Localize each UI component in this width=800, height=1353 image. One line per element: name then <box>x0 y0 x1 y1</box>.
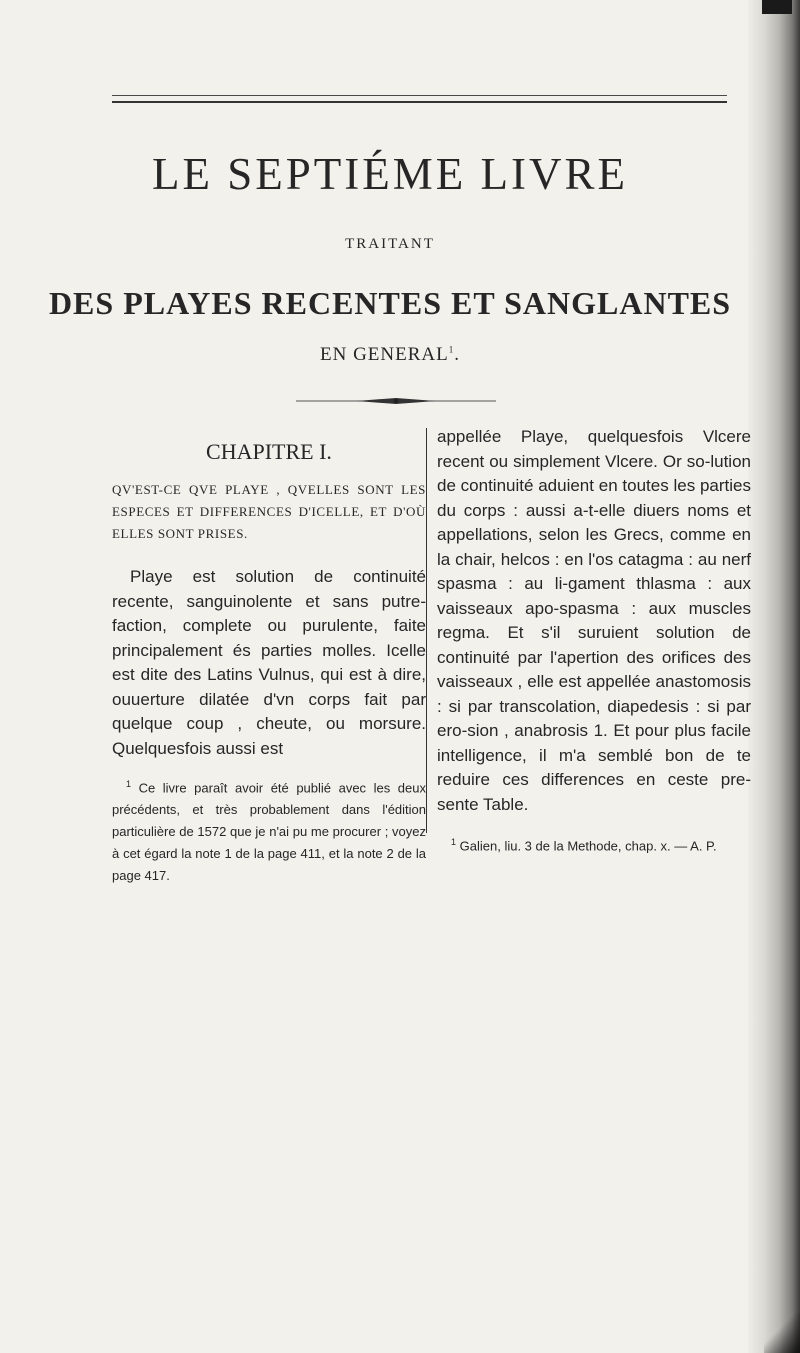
top-rule-thick <box>112 101 727 103</box>
left-footnote-mark: 1 <box>126 779 132 789</box>
left-body-text: Playe est solution de continuité recente, sanguinolente et sans putre-faction, complete ou purulente, faite principalement és parties molles. Icelle est dite des Latins Vulnus, qui est à dire, ouuerture dilatée d'vn corps fait par quelque coup , cheute, ou morsure. Quelquesfois aussi est <box>112 567 426 758</box>
chapter-subheading: QV'EST-CE QVE PLAYE , QVELLES SONT LES ESPECES ET DIFFERENCES D'ICELLE, ET D'OÙ ELLES SONT PRISES. <box>112 482 426 541</box>
right-column <box>437 425 751 857</box>
book-subtitle: TRAITANT <box>345 236 435 252</box>
left-footnote <box>112 773 426 887</box>
main-title: DES PLAYES RECENTES ET SANGLANTES <box>48 285 732 321</box>
right-body-text: appellée Playe, quelquesfois Vlcere recent ou simplement Vlcere. Or so-lution de continuité aduient en toutes les parties du corps : aussi a-t-elle diuers noms et appellations, selon les Grecs, comme en la chair, helcos : en l'os catagma : au nerf spasma : au li-gament thlasma : aux vaisseaux apo-spasma : aux muscles regma. Et s'il suruient solution de continuité par l'apertion des orifices des vaisseaux , elle est appellée anastomosis : si par transcolation, diapedesis : si par ero-sion , anabrosis 1. Et pour plus facile intelligence, il m'a semblé bon de te reduire ces differences en ceste pre-sente Table. <box>437 427 751 814</box>
right-footnote <box>437 831 751 857</box>
chapter-heading: CHAPITRE I. <box>206 439 332 464</box>
page-edge-bottom-mark <box>764 1313 800 1353</box>
top-rule <box>112 95 727 96</box>
right-footnote-text: Galien, liu. 3 de la Methode, chap. x. — A. P. <box>459 838 717 854</box>
book-title: LE SEPTIÉME LIVRE <box>152 149 628 199</box>
general-heading-tail: . <box>454 344 460 365</box>
ornament-divider <box>296 397 496 405</box>
general-heading-text: EN GENERAL <box>320 344 449 365</box>
general-note-mark: 1 <box>448 344 455 355</box>
column-divider <box>426 428 427 833</box>
left-column <box>112 425 426 887</box>
page-edge-shadow <box>748 0 800 1353</box>
right-footnote-mark: 1 <box>451 837 457 847</box>
general-heading <box>0 344 780 366</box>
left-footnote-text: Ce livre paraît avoir été publié avec les deux précédents, et très probablement dans l'édition particulière de 1572 que je n'ai pu me procurer ; voyez à cet égard la note 1 de la page 411, et la note 2 de la page 417. <box>112 780 426 884</box>
page-edge-top-mark <box>762 0 792 14</box>
